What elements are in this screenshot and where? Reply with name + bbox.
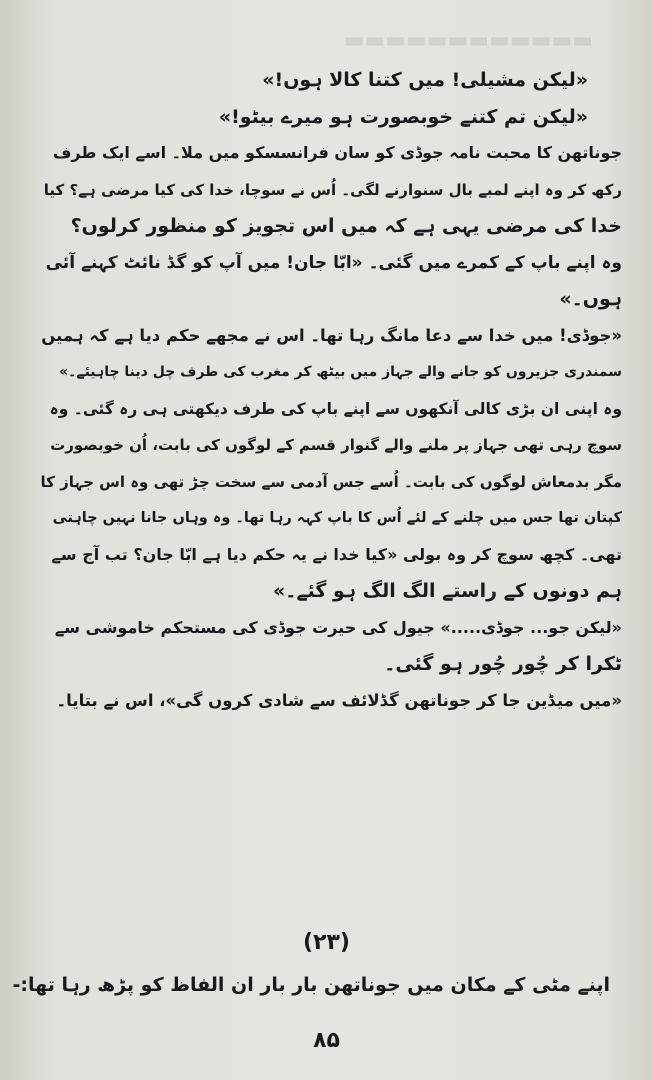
chapter-number: (۲۳) xyxy=(303,930,350,955)
text-line: رکھ کر وہ اپنے لمبے بال سنوارنے لگی۔ اُس نے سوچا، خدا کی کیا مرضی ہے؟ کیا xyxy=(43,180,622,199)
text-line: کپتان تھا جس میں چلنے کے لئے اُس کا باپ کہہ رہا تھا۔ وہ وہاں جانا نہیں چاہتی xyxy=(52,510,622,526)
body-text xyxy=(40,62,622,719)
text-line: خدا کی مرضی یہی ہے کہ میں اس تجویز کو منظور کرلوں؟ xyxy=(70,215,622,237)
text-line: ہوں۔» xyxy=(559,288,622,310)
text-line: وہ اپنے باپ کے کمرے میں گئی۔ «ابّا جان! میں آپ کو گڈ نائٹ کہنے آئی xyxy=(45,252,622,273)
text-line: وہ اپنی ان بڑی کالی آنکھوں سے اپنے باپ کی طرف دیکھتی ہی رہ گئی۔ وہ xyxy=(49,399,622,418)
text-line: ٹکرا کر چُور چُور ہو گئی۔ xyxy=(384,653,622,675)
text-line: جوناتھن کا محبت نامہ جوڈی کو سان فرانسسکو میں ملا۔ اسے ایک طرف xyxy=(52,143,622,162)
text-line: تھی۔ کچھ سوچ کر وہ بولی «کیا خدا نے یہ حکم دیا ہے ابّا جان؟ تب آج سے xyxy=(51,544,622,564)
text-line: «لیکن مشیلی! میں کتنا کالا ہوں!» xyxy=(262,69,588,91)
text-line: «لیکن تم کتنے خوبصورت ہو میرے بیٹو!» xyxy=(218,105,588,128)
chapter-opening-line: اپنے مٹی کے مکان میں جوناتھن بار بار ان الفاظ کو پڑھ رہا تھا:- xyxy=(12,974,610,996)
text-line: «جوڈی! میں خدا سے دعا مانگ رہا تھا۔ اس نے مجھے حکم دیا ہے کہ ہمیں xyxy=(41,325,622,345)
text-line: «لیکن جو... جوڈی.....» جیول کی حیرت جوڈی کی مستحکم خاموشی سے xyxy=(54,617,622,637)
show-through-text: ​▬▬▬▬▬▬▬▬▬▬▬▬ xyxy=(343,28,593,53)
page-number: ۸۵ xyxy=(313,1028,340,1053)
text-line: مگر بدمعاش لوگوں کی بابت۔ اُسے جس آدمی سے سخت چڑ تھی وہ اس جہاز کا xyxy=(40,472,622,491)
text-line: «میں میڈین جا کر جوناتھن گڈلائف سے شادی کروں گی»، اس نے بتایا۔ xyxy=(56,690,622,710)
text-line: سمندری جزیروں کو جانے والے جہاز میں بیٹھ کر مغرب کی طرف چل دینا چاہیئے۔» xyxy=(59,364,622,380)
text-line: ہم دونوں کے راستے الگ الگ ہو گئے۔» xyxy=(273,580,622,602)
text-line: سوچ رہی تھی جہاز پر ملنے والے گنوار قسم کے لوگوں کی بابت، اُن خوبصورت xyxy=(50,436,622,454)
